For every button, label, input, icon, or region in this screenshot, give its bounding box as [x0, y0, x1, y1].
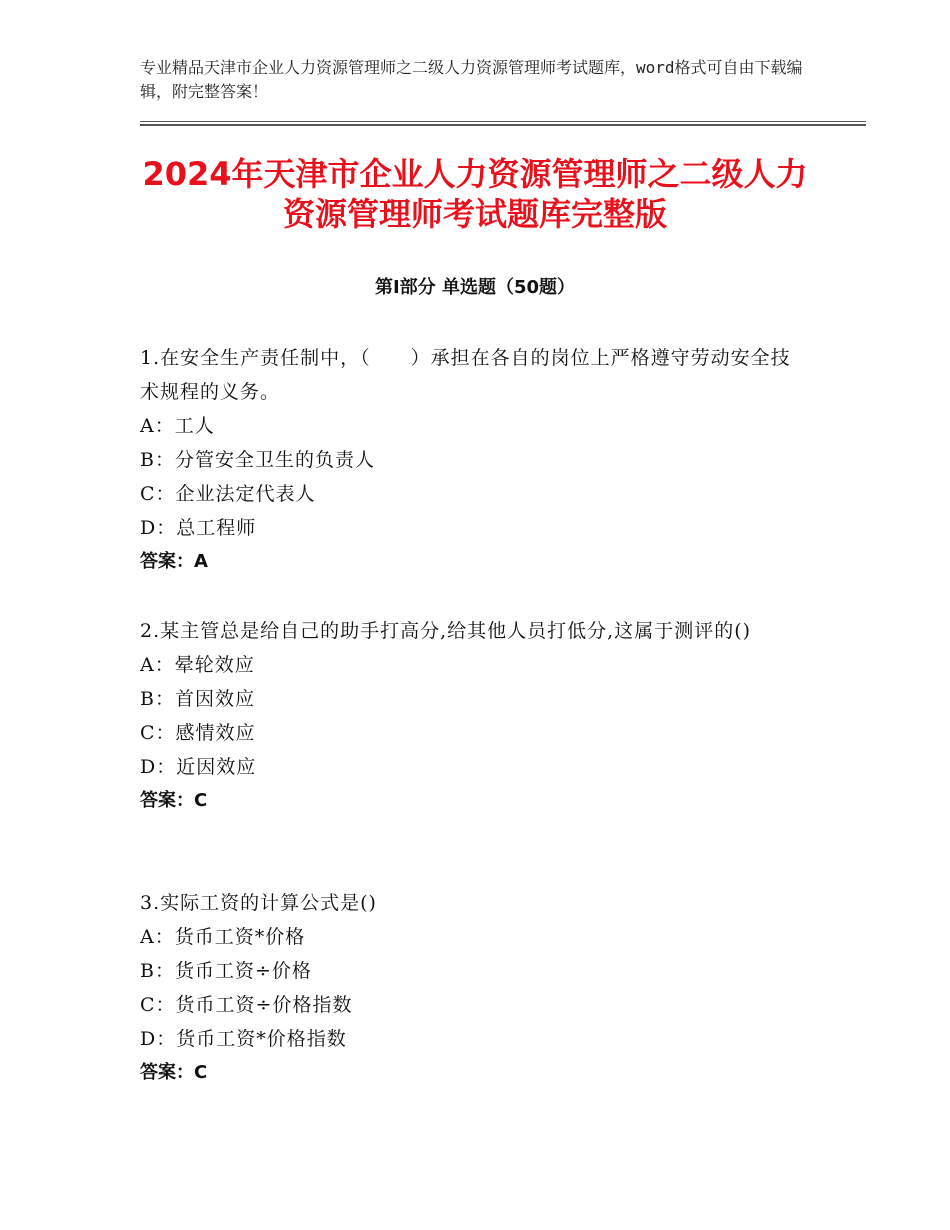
option-a: A：工人 — [140, 415, 215, 437]
question-block — [140, 886, 810, 1090]
answer-line: 答案：A — [140, 551, 208, 572]
option-c: C：企业法定代表人 — [140, 483, 316, 505]
section-heading: 第Ⅰ部分 单选题（50题） — [374, 277, 575, 298]
question-stem: 1.在安全生产责任制中，（ ）承担在各自的岗位上严格遵守劳动安全技术规程的义务。 — [140, 347, 791, 403]
option-c: C：感情效应 — [140, 722, 256, 744]
header-divider-thick — [140, 124, 866, 126]
header-note: 专业精品天津市企业人力资源管理师之二级人力资源管理师考试题库，word格式可自由下载编辑，附完整答案！ — [140, 58, 803, 101]
question-stem: 3.实际工资的计算公式是() — [140, 892, 377, 914]
header-divider-thin — [140, 121, 866, 122]
option-a: A：晕轮效应 — [140, 654, 255, 676]
option-b: B：货币工资÷价格 — [140, 960, 312, 982]
question-stem: 2.某主管总是给自己的助手打高分,给其他人员打低分,这属于测评的() — [140, 620, 752, 642]
option-d: D：货币工资*价格指数 — [140, 1028, 347, 1050]
document-title: 2024年天津市企业人力资源管理师之二级人力资源管理师考试题库完整版 — [142, 155, 808, 233]
option-b: B：分管安全卫生的负责人 — [140, 449, 375, 471]
option-d: D：总工程师 — [140, 517, 257, 539]
option-b: B：首因效应 — [140, 688, 255, 710]
option-a: A：货币工资*价格 — [140, 926, 306, 948]
question-block — [140, 341, 810, 579]
option-d: D：近因效应 — [140, 756, 257, 778]
question-block — [140, 614, 810, 818]
option-c: C：货币工资÷价格指数 — [140, 994, 353, 1016]
answer-line: 答案：C — [140, 790, 208, 811]
answer-line: 答案：C — [140, 1062, 208, 1083]
